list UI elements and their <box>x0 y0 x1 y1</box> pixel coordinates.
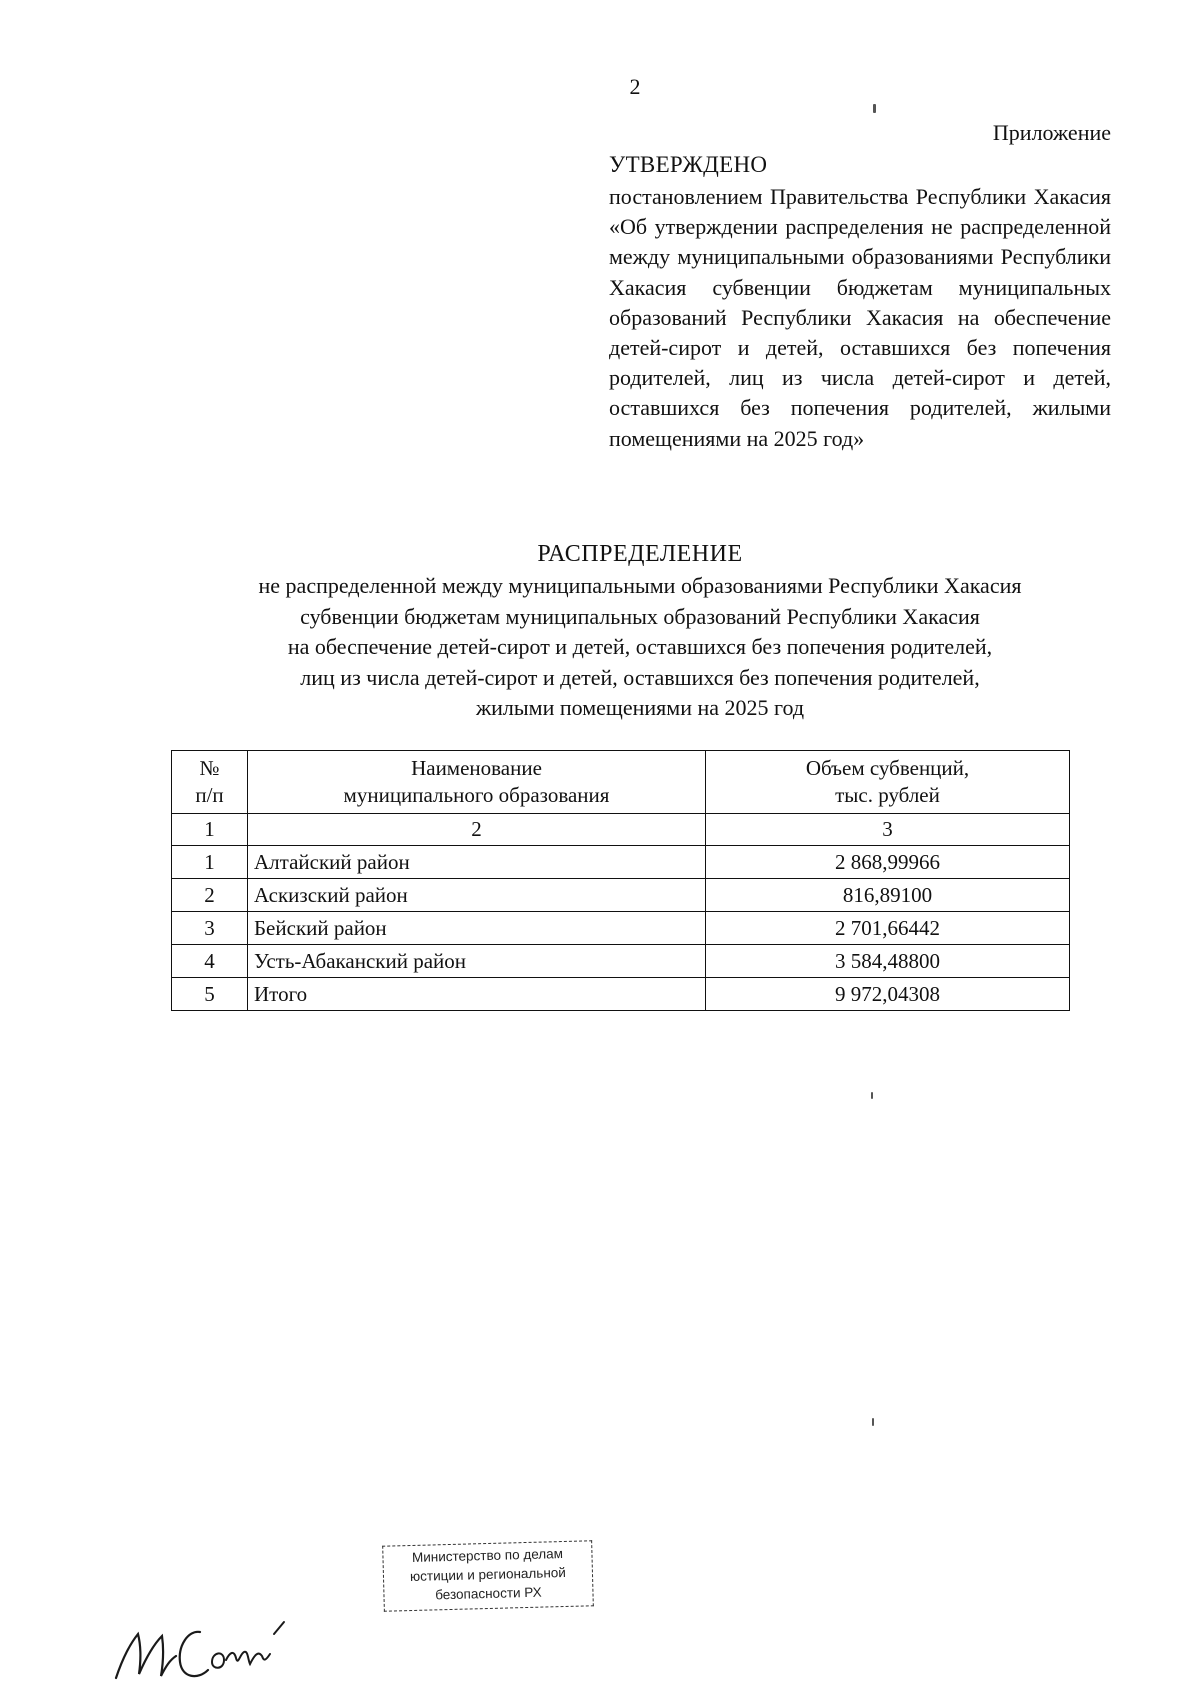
ministry-stamp <box>382 1540 594 1611</box>
table-header-row <box>172 751 1070 814</box>
stamp-line: безопасности РХ <box>435 1584 542 1603</box>
column-number: 1 <box>172 814 248 846</box>
title-line: не распределенной между муниципальными образованиями Республики Хакасия <box>258 573 1022 598</box>
subvention-amount: 3 584,48800 <box>706 945 1070 978</box>
title-line: жилыми помещениями на 2025 год <box>475 695 805 721</box>
title-line: лиц из числа детей-сирот и детей, оставшихся без попечения родителей, <box>300 664 980 690</box>
column-number-row <box>172 814 1070 846</box>
total-amount: 9 972,04308 <box>706 978 1070 1011</box>
header-name-line2: муниципального образования <box>343 783 610 807</box>
decree-reference: постановлением Правительства Республики Хакасия «Об утверждении распределения не распределенной между муниципальными образованиями Республики Хакасия субвенции бюджетам муниципальных образований Республики Хакасия на обеспечение детей-сирот и детей, оставшихся без попечения родителей, лиц из числа детей-сирот и детей, оставшихся без попечения родителей, жилыми помещениями на 2025 год» <box>609 184 1111 451</box>
row-number: 1 <box>172 846 248 879</box>
municipality-name: Бейский район <box>248 912 706 945</box>
header-amount-line2: тыс. рублей <box>835 783 940 807</box>
table-row <box>172 945 1070 978</box>
stamp-line: юстиции и региональной <box>409 1564 567 1585</box>
header-number-line2: п/п <box>195 783 224 807</box>
stamp-line: Министерство по делам <box>411 1546 564 1565</box>
header-name <box>248 751 706 814</box>
subvention-amount: 2 701,66442 <box>706 912 1070 945</box>
row-number: 4 <box>172 945 248 978</box>
subvention-amount: 2 868,99966 <box>706 846 1070 879</box>
row-number: 5 <box>172 978 248 1011</box>
approval-block <box>609 118 1111 454</box>
header-number-line1: № <box>199 756 220 780</box>
appendix-label: Приложение <box>992 120 1111 145</box>
page-number: 2 <box>629 74 641 99</box>
title-line: на обеспечение детей-сирот и детей, оставшихся без попечения родителей, <box>287 634 993 660</box>
handwritten-signature <box>108 1600 318 1690</box>
municipality-name: Усть-Абаканский район <box>248 945 706 978</box>
approved-label: УТВЕРЖДЕНО <box>609 152 768 177</box>
column-number: 3 <box>706 814 1070 846</box>
header-number <box>172 751 248 814</box>
table-row-total <box>172 978 1070 1011</box>
table-row <box>172 879 1070 912</box>
distribution-table <box>171 750 1070 1011</box>
header-amount <box>706 751 1070 814</box>
scan-speck <box>872 1418 874 1426</box>
header-name-line1: Наименование <box>411 756 542 780</box>
title-line: субвенции бюджетам муниципальных образований Республики Хакасия <box>300 603 980 629</box>
row-number: 2 <box>172 879 248 912</box>
total-label: Итого <box>248 978 706 1011</box>
scan-speck <box>871 1092 873 1099</box>
document-title <box>150 538 1130 724</box>
table-row <box>172 912 1070 945</box>
municipality-name: Аскизский район <box>248 879 706 912</box>
header-amount-line1: Объем субвенций, <box>805 756 970 780</box>
subvention-amount: 816,89100 <box>706 879 1070 912</box>
municipality-name: Алтайский район <box>248 846 706 879</box>
row-number: 3 <box>172 912 248 945</box>
scan-speck <box>873 104 876 113</box>
title-heading: РАСПРЕДЕЛЕНИЕ <box>537 541 743 567</box>
table-row <box>172 846 1070 879</box>
column-number: 2 <box>248 814 706 846</box>
